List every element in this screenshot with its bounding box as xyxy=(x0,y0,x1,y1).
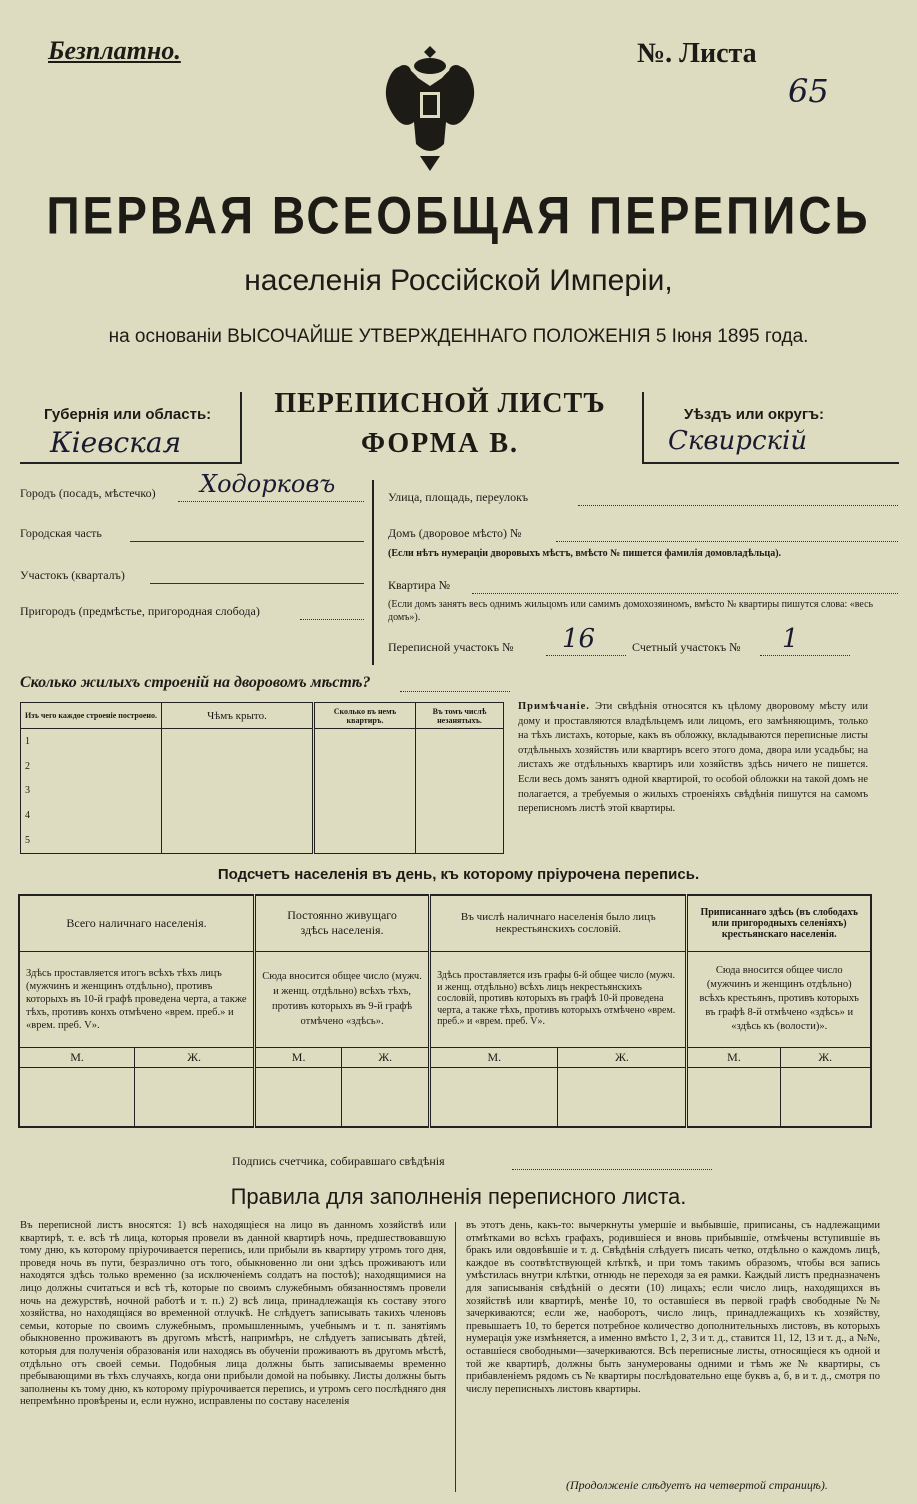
count-district-value: 1 xyxy=(782,624,799,654)
buildings-question-line xyxy=(400,690,510,692)
note-title: Примѣчаніе. xyxy=(518,701,590,712)
uezd-value: Сквирскій xyxy=(668,426,808,456)
city-line xyxy=(178,500,364,502)
row-number: 3 xyxy=(21,779,162,804)
district-line xyxy=(150,582,364,584)
apartment-label: Квартира № xyxy=(388,578,451,592)
apartment-note: (Если домъ занятъ весь однимъ жильцомъ или самимъ домохозяиномъ, вмѣсто № квартиры пишутся слова: «весь домъ»). xyxy=(388,599,874,623)
count-district-line xyxy=(760,654,850,656)
count-head-peasant: Приписаннаго здѣсь (въ слободахъ или пригородныхъ селеніяхъ) крестьянскаго населенія. xyxy=(687,895,871,951)
street-label: Улица, площадь, переулокъ xyxy=(388,490,529,504)
suburb-line xyxy=(300,618,364,620)
city-part-label: Городская часть xyxy=(20,526,102,540)
buildings-col-roof: Чѣмъ крыто. xyxy=(162,703,314,729)
rules-continued: (Продолженіе слѣдуетъ на четвертой страницѣ). xyxy=(566,1478,828,1492)
gubernia-label: Губернія или область: xyxy=(44,406,212,423)
count-text-nonpeasant: Здѣсь проставляется изъ графы 6-й общее число (мужч. и женщ. отдѣльно) всѣхъ лицъ некрестьянскихъ сословій, противъ которыхъ въ графѣ 10-й проведена черта, а также тѣхъ, противъ которыхъ отмѣчено «врем. преб.» и «врем. преб. V». xyxy=(430,951,687,1047)
sheet-number-value: 65 xyxy=(788,72,829,110)
rules-left-column: Въ переписной листъ вносятся: 1) всѣ находящіеся на лицо въ данномъ хозяйствѣ или квартирѣ, т. е. всѣ тѣ лица, которыя провели въ данной квартирѣ ночь, предшествовавшую тому дню, къ которому пріурочивается перепись, или прибыли въ квартиру утромъ того дня, проведя ночь въ пути, безразлично отъ того, обыкновенно ли они здѣсь проживаютъ или находятся здѣсь только временно (за исключеніемъ солдатъ на постоѣ); находящимися на лицо должны считаться и всѣ тѣ, которые по своимъ служебнымъ обязанностямъ провели ночь на дежурствѣ, ночной работѣ и т. п.) 2) всѣ лица, принадлежащія къ составу этого хозяйства, но находящіяся во временной отлучкѣ. Не слѣдуетъ записывать такихъ членовъ семьи, которые по своимъ служебнымъ, промышленнымъ, учебнымъ и т. п. занятіямъ обыкновенно проживаютъ въ другомъ мѣстѣ, напримѣръ, не слѣдуетъ записывать дѣтей, которыя для полученія образованія или находясь въ обученіи проживаютъ въ другомъ мѣстѣ, отдѣльно отъ своей семьи. Подобныя лица должны быть записываемы временно пребывающими въ тѣхъ случаяхъ, когда они прибыли домой на побывку. Листы должны быть заполнены къ тому дню, къ которому пріурочивается перепись, и утромъ сего послѣдняго дня непремѣнно провѣрены и, если нужно, исправлены по составу населенія xyxy=(20,1220,446,1408)
count-f-peasant: Ж. xyxy=(780,1047,871,1067)
gubernia-box xyxy=(20,392,242,464)
suburb-label: Пригородъ (предмѣстье, пригородная слобода) xyxy=(20,604,260,618)
count-m-nonpeasant: М. xyxy=(430,1047,558,1067)
count-title: Подсчетъ населенія въ день, къ которому пріурочена перепись. xyxy=(217,866,700,883)
count-text-total: Здѣсь проставляется итогъ всѣхъ тѣхъ лицъ (мужчинъ и женщинъ отдѣльно), противъ которыхъ въ 10-й графѣ проведена черта, а также тѣхъ, противъ конхъ отмѣчено «врем. преб.» и «врем. преб. V». xyxy=(19,951,254,1047)
sheet-number-label: №. Листа xyxy=(637,38,757,69)
rules-right-column: въ этотъ день, какъ-то: вычеркнуты умершіе и выбывшіе, приписаны, съ надлежащими отмѣтками во всѣхъ графахъ, родившіеся и вновь прибывшіе, отмѣчены вступившіе въ бракъ или овдовѣвшіе и т. д. Свѣдѣнія слѣдуетъ писать четко, отдѣльно о каждомъ лицѣ, каждое въ соотвѣтствующей клѣткѣ, и при томъ такимъ образомъ, чтобы вся запись умѣстилась внутри клѣтки, отнюдь не переходя за ея рамки. Каждый листъ предназначенъ для записыванія свѣдѣній о десяти (10) лицахъ; если число лицъ, находящихся въ хозяйствѣ или квартирѣ, менѣе 10, то оставшіеся въ первой графѣ свободные №№ зачеркиваются; если же, наоборотъ, число лицъ, принадлежащихъ къ хозяйству, превышаетъ 10, то берется потребное количество дополнительныхъ листовъ, въ которыхъ нумерація уже измѣняется, а именно вмѣсто 1, 2, 3 и т. д., ставится 11, 12, 13 и т. д., а №№, оставшіеся свободными—зачеркиваются. Всѣ переписные листы, относящіеся къ одной и той же квартирѣ, должны быть занумерованы одними и тѣмъ же № квартиры, съ прибавленіемъ рядомъ съ № квартиры послѣдовательно еще буквъ а, б, в и т. д., смотря по числу переписныхъ листовъ квартиры. xyxy=(466,1220,880,1395)
buildings-col-vacant: Въ томъ числѣ незанятыхъ. xyxy=(416,703,504,729)
table-row xyxy=(21,779,504,804)
count-sex-row xyxy=(19,1047,871,1067)
apartment-line xyxy=(472,592,898,594)
district-label: Участокъ (кварталъ) xyxy=(20,568,125,582)
buildings-col-apartments: Сколько въ немъ квартиръ. xyxy=(314,703,416,729)
count-m-total: М. xyxy=(19,1047,135,1067)
count-table xyxy=(18,894,872,1128)
row-number: 5 xyxy=(21,828,162,854)
row-number: 4 xyxy=(21,803,162,828)
count-head-total: Всего наличнаго населенія. xyxy=(19,895,254,951)
count-head-nonpeasant: Въ числѣ наличнаго населенія было лицъ некрестьянскихъ сословій. xyxy=(430,895,687,951)
rules-column-divider xyxy=(455,1222,456,1492)
basis-line: на основаніи ВЫСОЧАЙШЕ УТВЕРЖДЕННАГО ПОЛОЖЕНІЯ 5 Іюня 1895 года. xyxy=(108,326,809,347)
free-label: Безплатно. xyxy=(48,36,181,65)
house-note: (Если нѣтъ нумераціи дворовыхъ мѣстъ, вмѣсто № пишется фамилія домовладѣльца). xyxy=(388,548,782,559)
count-f-total: Ж. xyxy=(135,1047,255,1067)
city-label: Городъ (посадъ, мѣстечко) xyxy=(20,486,156,500)
count-head-permanent: Постоянно живущаго здѣсь населенія. xyxy=(254,895,429,951)
count-text-peasant: Сюда вносится общее число (мужчинъ и женщинъ отдѣльно) всѣхъ крестьянъ, противъ которыхъ въ графѣ 8-й отмѣчено «здѣсь» и «здѣсь къ (волости)». xyxy=(687,951,871,1047)
house-line xyxy=(556,540,898,542)
gubernia-value: Кіевская xyxy=(50,426,182,459)
signature-line xyxy=(512,1168,712,1170)
census-district-line xyxy=(546,654,626,656)
rules-title: Правила для заполненія переписного листа. xyxy=(230,1184,687,1209)
count-district-label: Счетный участокъ № xyxy=(632,640,741,654)
eagle-emblem-icon xyxy=(370,26,490,176)
table-row xyxy=(21,754,504,779)
row-number: 1 xyxy=(21,729,162,755)
census-district-label: Переписной участокъ № xyxy=(388,640,514,654)
buildings-table xyxy=(20,702,504,854)
table-row xyxy=(21,729,504,755)
subtitle: населенія Россійской Имперіи, xyxy=(244,264,673,297)
count-value-row xyxy=(19,1067,871,1127)
count-head-row xyxy=(19,895,871,951)
fields-divider xyxy=(372,480,374,665)
uezd-label: Уѣздъ или округъ: xyxy=(684,406,825,423)
note-text: Эти свѣдѣнія относятся къ цѣлому дворовому мѣсту или дому и проставляются владѣльцемъ или лицомъ, его замѣняющимъ, только на тѣхъ листахъ, которые, какъ въ обложку, вкладываются переписные листы отдѣльныхъ хозяйствъ или квартиръ всего этого дома, двора или усадьбы; на листахъ же отдѣльныхъ квартиръ или хозяйствъ здѣсь ничего не пишется. Если весь домъ занятъ одной квартирой, то особой обложки на такой домъ не полагается, а требуемыя о жилыхъ строеніяхъ свѣдѣнія пишутся на самомъ переписномъ листѣ этой квартиры. xyxy=(518,701,868,815)
main-title: ПЕРВАЯ ВСЕОБЩАЯ ПЕРЕПИСЬ xyxy=(46,185,871,245)
form-type: ФОРМА В. xyxy=(360,428,520,459)
note-block xyxy=(518,700,868,817)
count-f-permanent: Ж. xyxy=(342,1047,430,1067)
count-text-row xyxy=(19,951,871,1047)
street-line xyxy=(578,504,898,506)
count-text-permanent: Сюда вносится общее число (мужч. и женщ. отдѣльно) всѣхъ тѣхъ, противъ которыхъ въ 9-й графѣ отмѣчено «здѣсь». xyxy=(254,951,429,1047)
city-value: Ходорковъ xyxy=(200,470,336,498)
table-row xyxy=(21,803,504,828)
city-part-line xyxy=(130,540,364,542)
count-m-peasant: М. xyxy=(687,1047,780,1067)
buildings-col-material: Изъ чего каждое строеніе построено. xyxy=(21,703,162,729)
row-number: 2 xyxy=(21,754,162,779)
count-f-nonpeasant: Ж. xyxy=(558,1047,687,1067)
buildings-header-row xyxy=(21,703,504,729)
table-row xyxy=(21,828,504,854)
uezd-box xyxy=(642,392,899,464)
house-label: Домъ (дворовое мѣсто) № xyxy=(388,526,522,540)
signature-label: Подпись счетчика, собиравшаго свѣдѣнія xyxy=(232,1154,445,1168)
count-m-permanent: М. xyxy=(254,1047,341,1067)
census-district-value: 16 xyxy=(562,624,596,654)
buildings-question: Сколько жилыхъ строеній на дворовомъ мѣстѣ? xyxy=(20,674,371,691)
form-name: ПЕРЕПИСНОЙ ЛИСТЪ xyxy=(274,388,606,419)
